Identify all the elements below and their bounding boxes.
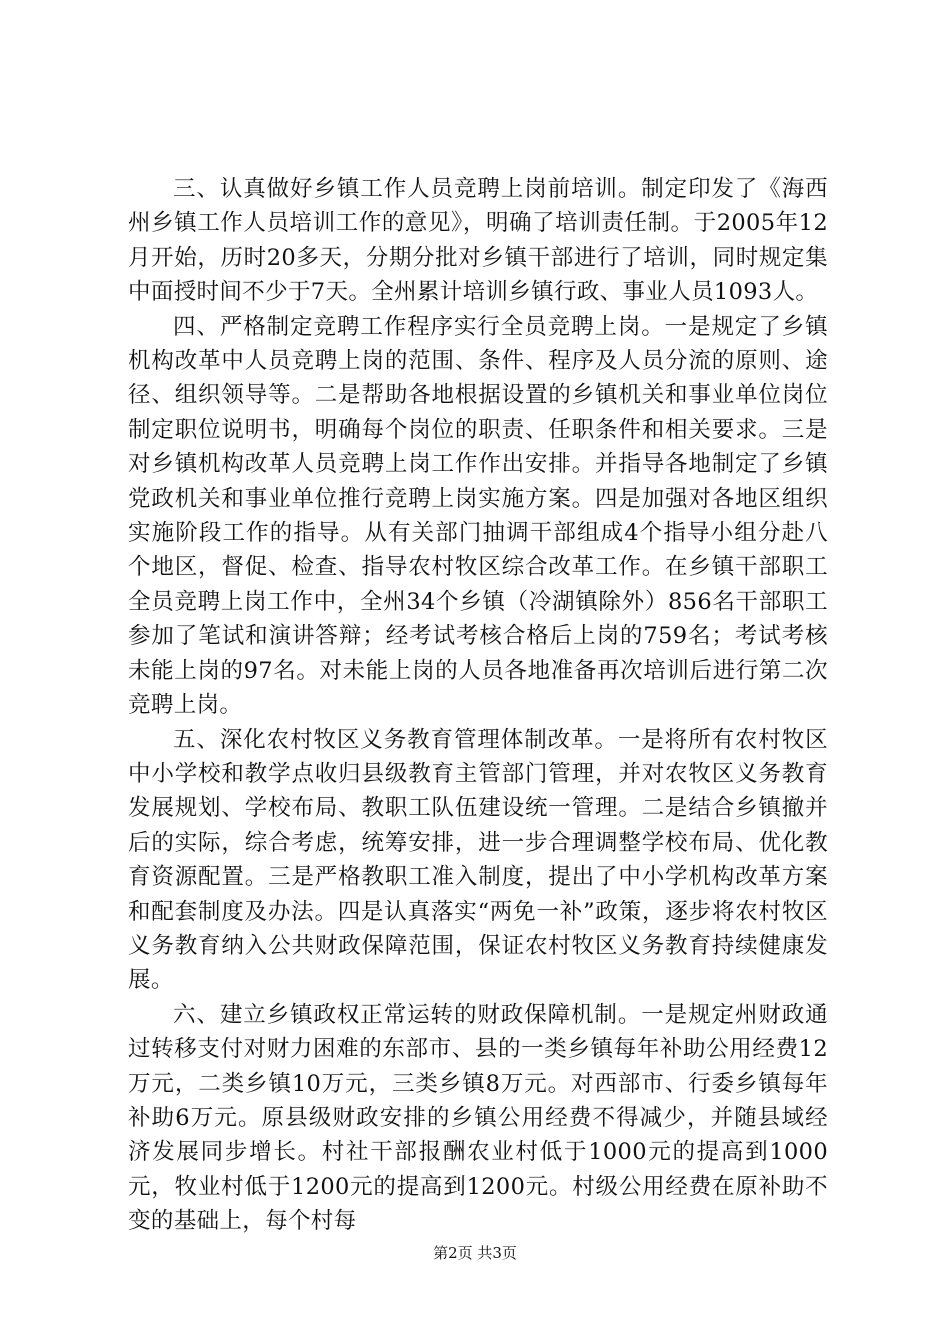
- document-body: [128, 172, 828, 1239]
- paragraph-section-3: 三、认真做好乡镇工作人员竞聘上岗前培训。制定印发了《海西州乡镇工作人员培训工作的意见》，明确了培训责任制。于2005年12月开始，历时20多天，分期分批对乡镇干部进行了培训，同时规定集中面授时间不少于7天。全州累计培训乡镇行政、事业人员1093人。: [128, 176, 828, 306]
- paragraph-section-5: 五、深化农村牧区义务教育管理体制改革。一是将所有农村牧区中小学校和教学点收归县级教育主管部门管理，并对农牧区义务教育发展规划、学校布局、教职工队伍建设统一管理。二是结合乡镇撤并后的实际，综合考虑，统筹安排，进一步合理调整学校布局、优化教育资源配置。三是严格教职工准入制度，提出了中小学机构改革方案和配套制度及办法。四是认真落实“两免一补”政策，逐步将农村牧区义务教育纳入公共财政保障范围，保证农村牧区义务教育持续健康发展。: [128, 726, 828, 994]
- paragraph-section-6: 六、建立乡镇政权正常运转的财政保障机制。一是规定州财政通过转移支付对财力困难的东部市、县的一类乡镇每年补助公用经费12万元，二类乡镇10万元，三类乡镇8万元。对西部市、行委乡镇每年补助6万元。原县级财政安排的乡镇公用经费不得减少，并随县域经济发展同步增长。村社干部报酬农业村低于1000元的提高到1000元，牧业村低于1200元的提高到1200元。村级公用经费在原补助不变的基础上，每个村每: [128, 1001, 828, 1235]
- page-footer: 第2页 共3页: [433, 1244, 517, 1262]
- paragraph-section-4: 四、严格制定竞聘工作程序实行全员竞聘上岗。一是规定了乡镇机构改革中人员竞聘上岗的范围、条件、程序及人员分流的原则、途径、组织领导等。二是帮助各地根据设置的乡镇机关和事业单位岗位制定职位说明书，明确每个岗位的职责、任职条件和相关要求。三是对乡镇机构改革人员竞聘上岗工作作出安排。并指导各地制定了乡镇党政机关和事业单位推行竞聘上岗实施方案。四是加强对各地区组织实施阶段工作的指导。从有关部门抽调干部组成4个指导小组分赴八个地区，督促、检查、指导农村牧区综合改革工作。在乡镇干部职工全员竞聘上岗工作中，全州34个乡镇（冷湖镇除外）856名干部职工参加了笔试和演讲答辩；经考试考核合格后上岗的759名；考试考核未能上岗的97名。对未能上岗的人员各地准备再次培训后进行第二次竞聘上岗。: [128, 313, 828, 719]
